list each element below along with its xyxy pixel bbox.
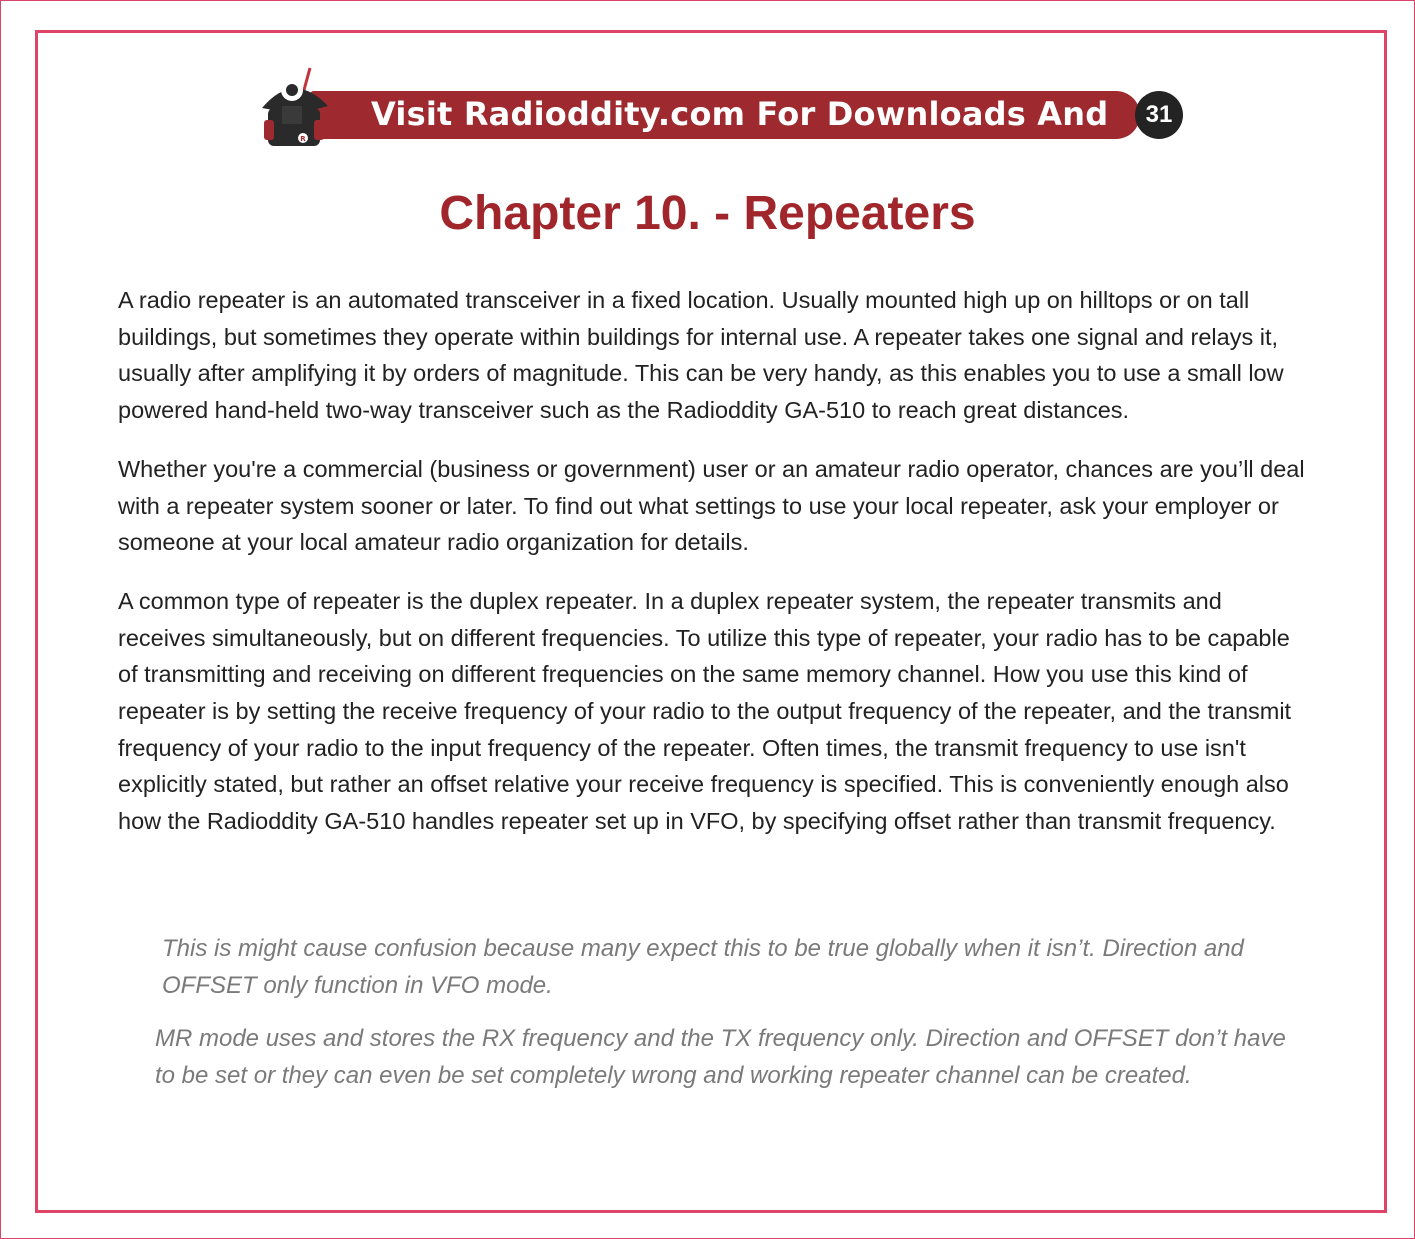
page-number-badge: 31	[1135, 91, 1183, 139]
banner-text: Visit Radioddity.com For Downloads And Help	[371, 95, 1109, 173]
note-text: MR mode uses and stores the RX frequency and the TX frequency only. Direction and OFFSET don’t have to be set or they can even be set completely wrong and working repeater channel can be created.	[155, 1025, 1286, 1089]
note-text: This is might cause confusion because many expect this to be true globally when it isn’t. Direction and OFFSET only function in VFO mode.	[162, 935, 1244, 999]
radioddity-mascot-icon	[258, 62, 333, 152]
header-banner	[258, 62, 1188, 173]
paragraph: Whether you're a commercial (business or government) user or an amateur radio operator, chances are you’ll deal with a repeater system sooner or later. To find out what settings to use your local repeater, ask your employer or someone at your local amateur radio organization for details.	[118, 455, 1305, 556]
paragraph: A common type of repeater is the duplex repeater. In a duplex repeater system, the repeater transmits and receives simultaneously, but on different frequencies. To utilize this type of repeater, your radio has to be capable of transmitting and receiving on different frequencies on the same memory channel. How you use this kind of repeater is by setting the receive frequency of your radio to the output frequency of the repeater, and the transmit frequency of your radio to the input frequency of the repeater. Often times, the transmit frequency to use isn't explicitly stated, but rather an offset relative your receive frequency is specified. This is conveniently enough also how the Radioddity GA-510 handles repeater set up in VFO, by specifying offset rather than transmit frequency.	[118, 587, 1292, 835]
body-content	[118, 282, 1310, 862]
mascot-mark: R	[300, 135, 306, 143]
chapter-title: Chapter 10. - Repeaters	[439, 187, 976, 240]
paragraph: A radio repeater is an automated transceiver in a fixed location. Usually mounted high up on hilltops or on tall buildings, but sometimes they operate within buildings for internal use. A repeater takes one signal and relays it, usually after amplifying it by orders of magnitude. This can be very handy, as this enables you to use a small low powered hand-held two-way transceiver such as the Radioddity GA-510 to reach great distances.	[118, 287, 1284, 424]
